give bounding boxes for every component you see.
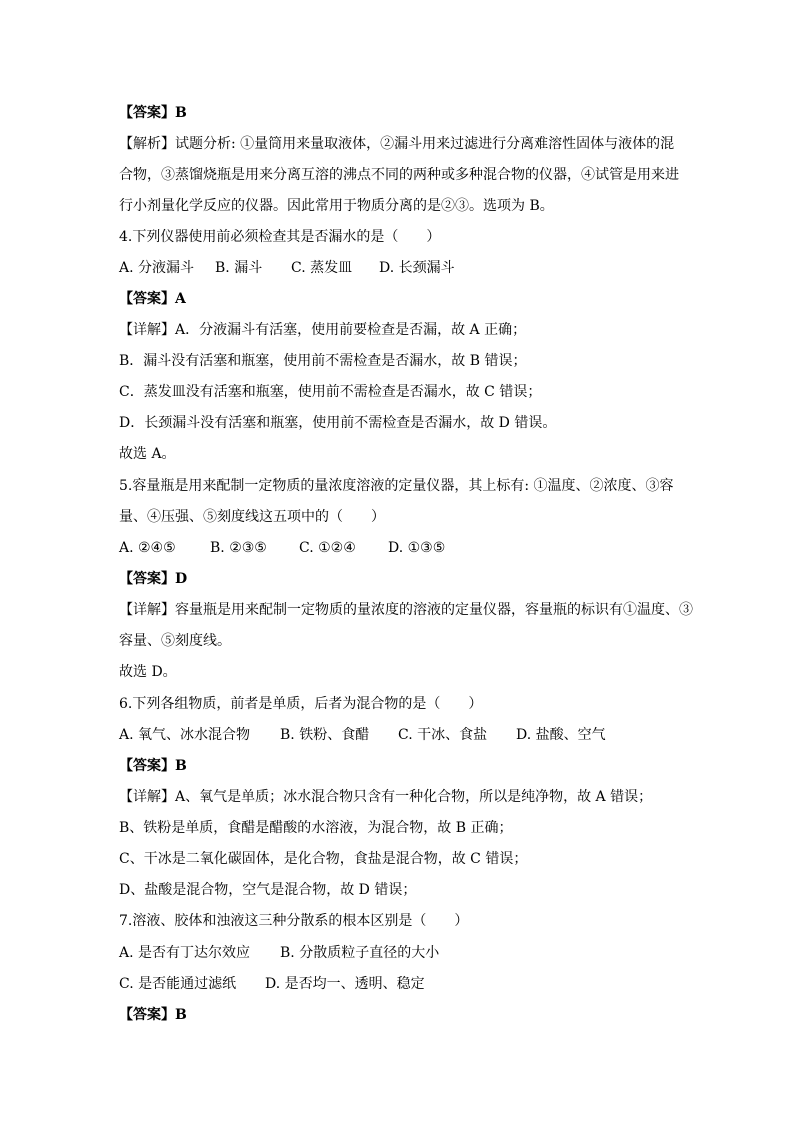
option-d: D. 盐酸、空气 xyxy=(516,727,606,743)
question-7: 7.溶液、胶体和浊液这三种分散系的根本区别是（ ） xyxy=(119,913,469,929)
analysis-line: 合物，③蒸馏烧瓶是用来分离互溶的沸点不同的两种或多种混合物的仪器，④试管是用来进 xyxy=(119,167,679,183)
option-a: A. 是否有丁达尔效应 xyxy=(119,945,251,961)
explanation-line: B、铁粉是单质，食醋是醋酸的水溶液，为混合物，故 B 正确； xyxy=(119,820,513,836)
option-c: C. 是否能通过滤纸 xyxy=(119,976,237,992)
explanation-line: B．漏斗没有活塞和瓶塞，使用前不需检查是否漏水，故 B 错误； xyxy=(119,353,527,369)
analysis-line: 行小剂量化学反应的仪器。因此常用于物质分离的是②③。选项为 B。 xyxy=(119,198,554,214)
option-b: B. 漏斗 xyxy=(215,260,263,276)
question-6: 6.下列各组物质，前者是单质，后者为混合物的是（ ） xyxy=(119,696,483,712)
explanation-line: 【详解】A．分液漏斗有活塞，使用前要检查是否漏，故 A 正确； xyxy=(119,322,527,338)
option-a: A. 氧气、冰水混合物 xyxy=(119,727,251,743)
explanation-line: D．长颈漏斗没有活塞和瓶塞，使用前不需检查是否漏水，故 D 错误。 xyxy=(119,415,557,431)
question-5: 量、④压强、⑤刻度线这五项中的（ ） xyxy=(119,509,385,525)
answer-line: 【答案】B xyxy=(119,105,187,121)
conclusion-line: 故选 A。 xyxy=(119,446,176,462)
explanation-line: 容量、⑤刻度线。 xyxy=(119,633,231,649)
option-c: C. 干冰、食盐 xyxy=(398,727,488,743)
answer-line: 【答案】A xyxy=(119,291,186,307)
option-c: C. 蒸发皿 xyxy=(291,260,353,276)
option-a: A. 分液漏斗 xyxy=(119,260,195,276)
question-5-options xyxy=(119,538,694,558)
analysis-line: 【解析】试题分析: ①量筒用来量取液体，②漏斗用来过滤进行分离难溶性固体与液体的混 xyxy=(119,136,675,152)
question-5: 5.容量瓶是用来配制一定物质的量浓度溶液的定量仪器，其上标有: ①温度、②浓度、③容 xyxy=(119,478,674,494)
option-c: C. ①②④ xyxy=(299,540,356,556)
option-d: D. 是否均一、透明、稳定 xyxy=(265,976,425,992)
option-b: B. ②③⑤ xyxy=(210,540,267,556)
question-7-options xyxy=(119,974,694,994)
explanation-line: C、干冰是二氧化碳固体，是化合物，食盐是混合物，故 C 错误； xyxy=(119,851,528,867)
option-d: D. ①③⑤ xyxy=(388,540,446,556)
option-d: D. 长颈漏斗 xyxy=(379,260,455,276)
answer-line: 【答案】D xyxy=(119,571,188,587)
conclusion-line: 故选 D。 xyxy=(119,664,177,680)
explanation-line: C．蒸发皿没有活塞和瓶塞，使用前不需检查是否漏水，故 C 错误； xyxy=(119,384,542,400)
question-6-options xyxy=(119,725,694,745)
answer-line: 【答案】B xyxy=(119,1007,187,1023)
option-a: A. ②④⑤ xyxy=(119,540,176,556)
option-b: B. 分散质粒子直径的大小 xyxy=(280,945,440,961)
question-7-options xyxy=(119,943,694,963)
explanation-line: D、盐酸是混合物，空气是混合物，故 D 错误； xyxy=(119,882,417,898)
explanation-line: 【详解】A、氧气是单质；冰水混合物只含有一种化合物，所以是纯净物，故 A 错误； xyxy=(119,789,653,805)
question-4-options xyxy=(119,258,694,278)
option-b: B. 铁粉、食醋 xyxy=(280,727,370,743)
explanation-line: 【详解】容量瓶是用来配制一定物质的量浓度的溶液的定量仪器，容量瓶的标识有①温度、③ xyxy=(119,602,693,618)
question-4: 4.下列仪器使用前必须检查其是否漏水的是（ ） xyxy=(119,229,441,245)
answer-line: 【答案】B xyxy=(119,758,187,774)
